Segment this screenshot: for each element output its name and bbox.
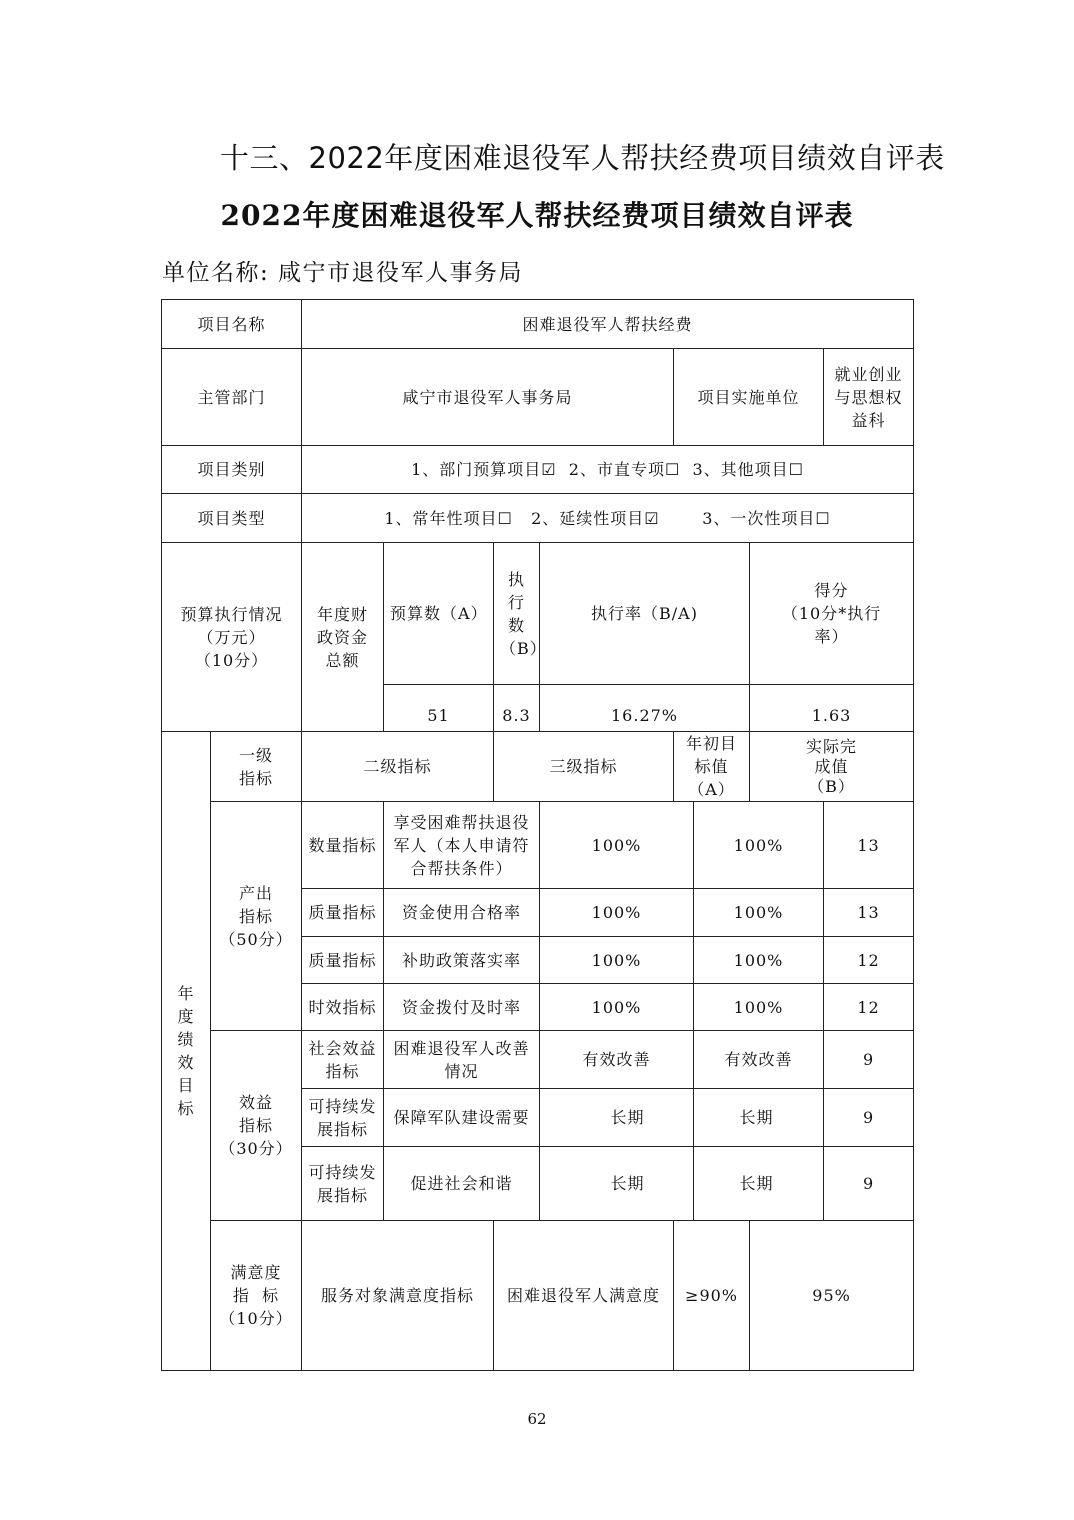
rate-value: 16.27% <box>540 685 750 732</box>
project-name-value: 困难退役军人帮扶经费 <box>302 300 914 349</box>
exec-col-header: 执行数 （B） <box>494 543 540 685</box>
level3-cell: 资金拨付及时率 <box>384 984 540 1031</box>
level3-cell: 促进社会和谐 <box>384 1147 540 1221</box>
annual-total-label: 年度财 政资金 总额 <box>302 543 384 732</box>
target-cell: 长期 <box>540 1147 694 1221</box>
score-cell: 13 <box>824 802 914 889</box>
row-project-name <box>162 300 914 349</box>
table-row <box>162 1031 914 1089</box>
level1-header: 一级 指标 <box>211 732 302 802</box>
level3-cell: 保障军队建设需要 <box>384 1089 540 1147</box>
page-number: 62 <box>527 1410 547 1428</box>
dept-value: 咸宁市退役军人事务局 <box>302 349 674 446</box>
level2-cell: 质量指标 <box>302 889 384 937</box>
score-cell: 13 <box>824 889 914 937</box>
score-cell: 9 <box>824 1031 914 1089</box>
level2-cell: 社会效益指标 <box>302 1031 384 1089</box>
score-cell: 9 <box>824 1089 914 1147</box>
table-row <box>162 802 914 889</box>
target-header: 年初目标值（A） <box>674 732 750 802</box>
row-perf-header <box>162 732 914 802</box>
level3-cell: 困难退役军人满意度 <box>494 1221 674 1371</box>
exec-value: 8.3 <box>494 685 540 732</box>
impl-unit-label: 项目实施单位 <box>674 349 824 446</box>
level2-cell: 服务对象满意度指标 <box>302 1221 494 1371</box>
actual-cell: 长期 <box>694 1089 824 1147</box>
category-value: 1、部门预算项目☑ 2、市直专项☐ 3、其他项目☐ <box>302 446 914 494</box>
level2-cell: 可持续发展指标 <box>302 1089 384 1147</box>
annual-perf-goals-label: 年 度 绩 效 目 标 <box>162 732 211 1371</box>
budget-col-header: 预算数（A） <box>384 543 494 685</box>
level2-cell: 质量指标 <box>302 937 384 984</box>
type-label: 项目类型 <box>162 494 302 543</box>
target-cell: 100% <box>540 937 694 984</box>
actual-header: 实际完 成值 （B） <box>750 732 914 802</box>
heading-sub: 2022年度困难退役军人帮扶经费项目绩效自评表 <box>220 199 854 232</box>
target-cell: 100% <box>540 802 694 889</box>
level3-header: 三级指标 <box>494 732 674 802</box>
row-category <box>162 446 914 494</box>
actual-cell: 有效改善 <box>694 1031 824 1089</box>
row-type <box>162 494 914 543</box>
target-cell: 100% <box>540 984 694 1031</box>
actual-cell: 95% <box>750 1221 914 1371</box>
actual-cell: 长期 <box>694 1147 824 1221</box>
level3-cell: 困难退役军人改善情况 <box>384 1031 540 1089</box>
heading-main: 十三、2022年度困难退役军人帮扶经费项目绩效自评表 <box>220 141 945 175</box>
actual-cell: 100% <box>694 802 824 889</box>
target-cell: 100% <box>540 889 694 937</box>
level3-cell: 资金使用合格率 <box>384 889 540 937</box>
budget-value: 51 <box>384 685 494 732</box>
table-row <box>162 1221 914 1371</box>
output-indicator-label: 产出 指标 （50分） <box>211 802 302 1031</box>
target-cell: 长期 <box>540 1089 694 1147</box>
score-cell: 9 <box>824 1147 914 1221</box>
level2-cell: 可持续发展指标 <box>302 1147 384 1221</box>
unit-line: 单位名称: 咸宁市退役军人事务局 <box>162 260 524 286</box>
type-value: 1、常年性项目☐ 2、延续性项目☑ 3、一次性项目☐ <box>302 494 914 543</box>
target-cell: ≥90% <box>674 1221 750 1371</box>
benefit-indicator-label: 效益 指标 （30分） <box>211 1031 302 1221</box>
rate-col-header: 执行率（B/A) <box>540 543 750 685</box>
impl-unit-value: 就业创业与思想权益科 <box>824 349 914 446</box>
actual-cell: 100% <box>694 984 824 1031</box>
dept-label: 主管部门 <box>162 349 302 446</box>
level2-cell: 时效指标 <box>302 984 384 1031</box>
satisfaction-indicator-label: 满意度 指 标 （10分） <box>211 1221 302 1371</box>
project-name-label: 项目名称 <box>162 300 302 349</box>
score-cell: 12 <box>824 937 914 984</box>
row-department <box>162 349 914 446</box>
target-cell: 有效改善 <box>540 1031 694 1089</box>
level2-header: 二级指标 <box>302 732 494 802</box>
score-value: 1.63 <box>750 685 914 732</box>
score-cell: 12 <box>824 984 914 1031</box>
actual-cell: 100% <box>694 889 824 937</box>
level2-cell: 数量指标 <box>302 802 384 889</box>
level3-cell: 享受困难帮扶退役军人（本人申请符合帮扶条件） <box>384 802 540 889</box>
level3-cell: 补助政策落实率 <box>384 937 540 984</box>
self-evaluation-table <box>161 299 914 1371</box>
score-col-header: 得分 （10分*执行 率） <box>750 543 914 685</box>
budget-label: 预算执行情况 （万元） （10分） <box>162 543 302 732</box>
actual-cell: 100% <box>694 937 824 984</box>
row-budget-header <box>162 543 914 685</box>
category-label: 项目类别 <box>162 446 302 494</box>
